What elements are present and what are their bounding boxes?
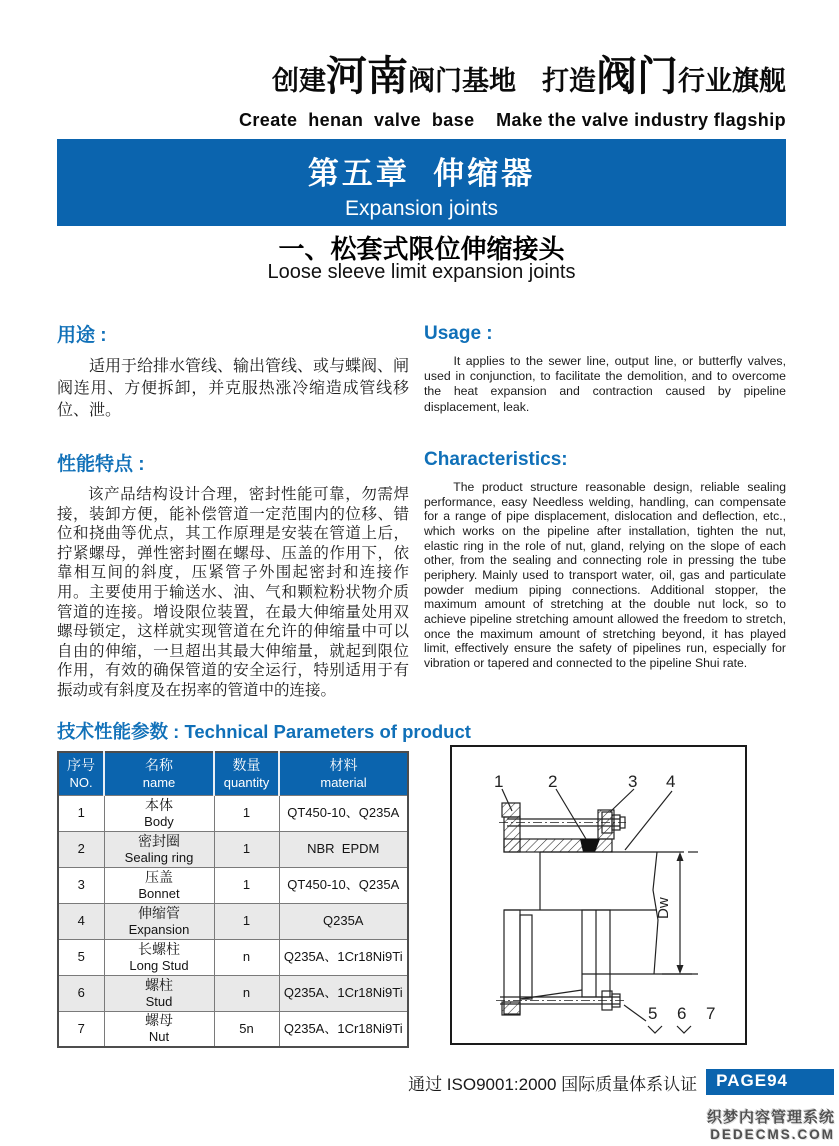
usage-heading-cn: 用途 :	[57, 325, 107, 346]
cell-no: 7	[58, 1011, 104, 1047]
technical-drawing	[450, 745, 747, 1045]
usage-body-en: It applies to the sewer line, output line, or butterfly valves, used in conjunction, to facilitate the demolition, and to overcome the heat expansion and contraction caused by pipeline displacement, leak.	[424, 354, 786, 414]
cell-qty: n	[214, 939, 279, 975]
cell-no: 6	[58, 975, 104, 1011]
col-header-material-cn: 材料	[329, 756, 358, 773]
usage-heading-en: Usage :	[424, 323, 493, 344]
chapter-title-en: Expansion joints	[345, 197, 498, 220]
characteristics-section-en	[424, 449, 786, 671]
chapter-banner	[57, 139, 786, 226]
cell-material: Q235A	[279, 903, 408, 939]
cell-qty: n	[214, 975, 279, 1011]
cell-no: 1	[58, 795, 104, 831]
col-header-no-en: NO.	[69, 774, 93, 790]
cell-name-cn: 螺母	[145, 1012, 173, 1029]
col-header-material	[279, 752, 408, 795]
footer	[408, 1069, 834, 1095]
cell-no: 2	[58, 831, 104, 867]
cell-material: Q235A、1Cr18Ni9Ti	[279, 1011, 408, 1047]
cell-qty: 1	[214, 831, 279, 867]
section-title-cn: 一、松套式限位伸缩接头	[278, 234, 565, 264]
section-title-en: Loose sleeve limit expansion joints	[267, 261, 576, 283]
header-cn-seg: 行业旗舰	[678, 66, 786, 96]
col-header-material-en: material	[320, 774, 367, 790]
expansion-joint-cross-section	[452, 747, 745, 1043]
watermark-line1: 织梦内容管理系统	[706, 1109, 835, 1126]
cell-name-en: Long Stud	[129, 957, 189, 973]
page-number-badge: PAGE94	[706, 1069, 834, 1095]
cell-name	[104, 903, 214, 939]
cell-name-cn: 长螺柱	[138, 940, 180, 957]
cell-name-cn: 本体	[145, 796, 173, 813]
dimension-label: Dw	[655, 897, 672, 919]
col-header-no	[58, 752, 104, 795]
cell-name	[104, 1011, 214, 1047]
cell-material: Q235A、1Cr18Ni9Ti	[279, 939, 408, 975]
header-slogan-en: Create henan valve base Make the valve industry flagship	[238, 110, 786, 130]
header-cn-seg: 阀门基地	[408, 66, 516, 96]
company-header	[239, 54, 786, 131]
cell-name-en: Expansion	[128, 921, 190, 937]
col-header-name-en: name	[142, 774, 176, 790]
cell-name-en: Bonnet	[138, 885, 180, 901]
table-row	[58, 939, 408, 975]
characteristics-section-cn	[57, 449, 409, 701]
callout-7: 7	[706, 1004, 716, 1023]
cell-material: NBR EPDM	[279, 831, 408, 867]
header-cn-seg: 阀门	[596, 53, 678, 99]
cell-name-en: Nut	[148, 1029, 170, 1045]
cell-name	[104, 939, 214, 975]
tech-params-heading: 技术性能参数 : Technical Parameters of product	[57, 721, 471, 742]
callout-5: 5	[648, 1004, 658, 1023]
callout-4: 4	[666, 772, 676, 791]
cell-name	[104, 975, 214, 1011]
cell-name-en: Stud	[145, 993, 173, 1009]
cell-name-en: Body	[144, 813, 174, 829]
header-cn-seg: 河南	[326, 53, 408, 99]
usage-section-cn	[57, 320, 409, 422]
usage-body-cn: 适用于给排水管线、输出管线、或与蝶阀、闸阀连用、方便拆卸，并克服热涨冷缩造成管线移位、泄。	[57, 358, 410, 419]
parameters-table	[57, 751, 409, 1048]
cell-name	[104, 867, 214, 903]
cell-qty: 1	[214, 867, 279, 903]
cell-name-cn: 密封圈	[138, 832, 180, 849]
callout-1: 1	[494, 772, 504, 791]
table-row	[58, 975, 408, 1011]
characteristics-heading-en: Characteristics:	[424, 449, 568, 470]
cell-material: Q235A、1Cr18Ni9Ti	[279, 975, 408, 1011]
table-row	[58, 903, 408, 939]
cell-name	[104, 795, 214, 831]
chapter-title-cn: 第五章 伸缩器	[307, 156, 536, 191]
cell-name-cn: 伸缩管	[138, 904, 180, 921]
iso-cert-text: 通过 ISO9001:2000 国际质量体系认证	[408, 1074, 698, 1094]
table-row	[58, 831, 408, 867]
table-row	[58, 795, 408, 831]
usage-section-en	[424, 323, 786, 415]
cell-material: QT450-10、Q235A	[279, 867, 408, 903]
callout-6: 6	[677, 1004, 687, 1023]
cell-qty: 1	[214, 795, 279, 831]
cms-watermark	[707, 1106, 835, 1142]
cell-name-cn: 螺柱	[145, 976, 173, 993]
cell-name	[104, 831, 214, 867]
characteristics-body-cn: 该产品结构设计合理，密封性能可靠，勿需焊接，装卸方便，能补偿管道一定范围内的位移、错位和挠曲等优点，其工作原理是安装在管道上后，拧紧螺母，弹性密封圈在螺母、压盖的作用下，依靠相互间的斜度，压紧管子外围起密封和连接作用。主要使用于输送水、油、气和颗粒粉状物介质管道的连接。增设限位装置，在最大伸缩量处用双螺母锁定，这样就实现管道在允许的伸缩量中可以自由的伸缩，一旦超出其最大伸缩量，就起到限位作用，有效的确保管道的安全运行，特别适用于有振动或有斜度及在拐率的管道中的连接。	[57, 486, 409, 699]
cell-qty: 1	[214, 903, 279, 939]
col-header-no-cn: 序号	[67, 756, 95, 773]
characteristics-body-en: The product structure reasonable design, reliable sealing performance, easy Needless welding, handling, can compensate for a range of pipe displacement, dislocation and deflection, etc., which works on the pipeline after installation, tighten the nut, elastic ring in the role of nut, gland, relying on the slope of each other, from the sealing and connecting role in pressing the tube periphery. Mainly used to transport water, oil, gas and particulate powder medium piping connections. Additional stopper, the maximum amount of stretching at the double nut lock, so to achieve pipeline stretching amount allowed the freedom to stretch, once the maximum amount of stretching beyond, it has played limit, effectively ensure the safety of pipelines run, especially for vibration or tapered and connected to the pipeline Shui rate.	[424, 480, 786, 670]
col-header-quantity-en: quantity	[223, 774, 270, 790]
header-cn-seg: 打造	[542, 66, 596, 96]
cell-no: 3	[58, 867, 104, 903]
cell-qty: 5n	[214, 1011, 279, 1047]
col-header-quantity-cn: 数量	[232, 756, 261, 773]
cell-material: QT450-10、Q235A	[279, 795, 408, 831]
table-row	[58, 867, 408, 903]
callout-3: 3	[628, 772, 638, 791]
callout-2: 2	[548, 772, 558, 791]
col-header-name	[104, 752, 214, 795]
table-row	[58, 1011, 408, 1047]
cell-name-cn: 压盖	[145, 868, 173, 885]
watermark-line2: DEDECMS.COM	[710, 1127, 835, 1142]
characteristics-heading-cn: 性能特点 :	[57, 454, 145, 475]
col-header-name-cn: 名称	[145, 756, 173, 773]
cell-name-en: Sealing ring	[124, 849, 194, 865]
table-header-row	[58, 752, 408, 795]
header-cn-seg: 创建	[272, 66, 326, 96]
col-header-quantity	[214, 752, 279, 795]
header-slogan-cn	[239, 54, 786, 108]
cell-no: 5	[58, 939, 104, 975]
cell-no: 4	[58, 903, 104, 939]
